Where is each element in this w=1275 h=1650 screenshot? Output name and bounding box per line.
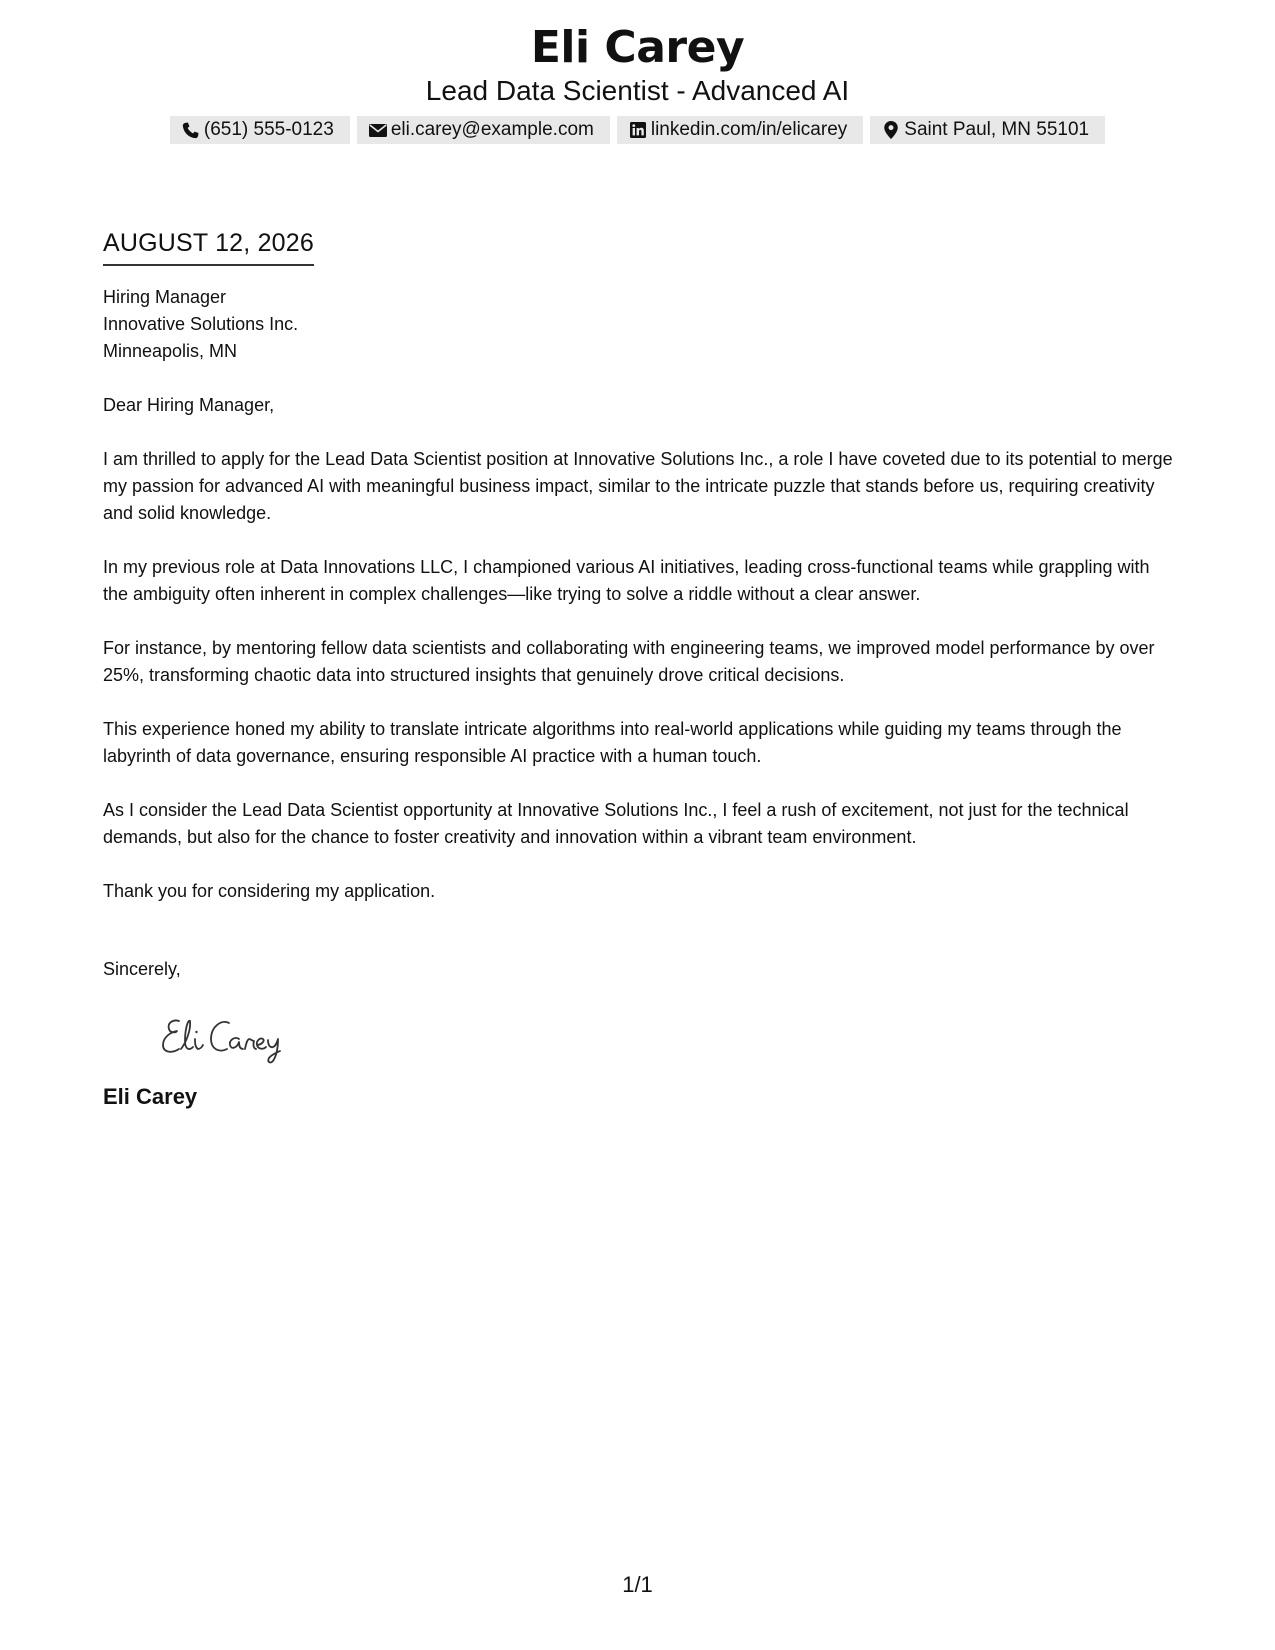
signer-name: Eli Carey — [103, 1084, 198, 1109]
contact-phone-text: (651) 555-0123 — [203, 119, 334, 140]
contact-phone — [170, 116, 350, 144]
applicant-name: Eli Carey — [530, 22, 745, 73]
recipient-company: Innovative Solutions Inc. — [103, 314, 299, 334]
phone-icon — [182, 121, 200, 139]
salutation: Dear Hiring Manager, — [103, 395, 275, 415]
closing: Sincerely, — [103, 959, 181, 979]
contact-linkedin-text: linkedin.com/in/elicarey — [650, 119, 848, 140]
contact-location-text: Saint Paul, MN 55101 — [904, 119, 1090, 140]
linkedin-icon — [629, 121, 647, 139]
envelope-icon — [369, 121, 387, 139]
recipient-title: Hiring Manager — [103, 287, 227, 307]
contact-linkedin — [617, 116, 863, 144]
page-number: 1/1 — [622, 1572, 653, 1597]
body-paragraph: I am thrilled to apply for the Lead Data Scientist position at Innovative Solutions Inc., a role I have coveted due to its potential to merge my passion for advanced AI with meaningful business impact, similar to the intricate puzzle that stands before us, requiring creativity and solid knowledge. — [103, 449, 1173, 523]
letter-date: AUGUST 12, 2026 — [103, 226, 314, 266]
recipient-block — [103, 284, 1175, 365]
body-paragraph: In my previous role at Data Innovations LLC, I championed various AI initiatives, leading cross-functional teams while grappling with the ambiguity often inherent in complex challenges—like trying to solve a riddle without a clear answer. — [103, 557, 1150, 604]
contact-email-text: eli.carey@example.com — [390, 119, 594, 140]
contact-location — [870, 116, 1105, 144]
contact-email — [357, 116, 610, 144]
applicant-job-title: Lead Data Scientist - Advanced AI — [425, 75, 850, 106]
body-paragraph: For instance, by mentoring fellow data scientists and collaborating with engineering teams, we improved model performance by over 25%, transforming chaotic data into structured insights that genuinely drove critical decisions. — [103, 638, 1155, 685]
contact-info-row — [0, 116, 1275, 144]
recipient-location: Minneapolis, MN — [103, 341, 238, 361]
map-pin-icon — [882, 121, 900, 139]
handwritten-signature — [157, 1009, 1175, 1069]
body-paragraph: Thank you for considering my application. — [103, 881, 436, 901]
body-paragraph: This experience honed my ability to translate intricate algorithms into real-world applications while guiding my teams through the labyrinth of data governance, ensuring responsible AI practice with a human touch. — [103, 719, 1122, 766]
letter-body — [103, 226, 1175, 1111]
letter-header — [0, 22, 1275, 144]
body-paragraph: As I consider the Lead Data Scientist opportunity at Innovative Solutions Inc., I feel a rush of excitement, not just for the technical demands, but also for the chance to foster creativity and innovation within a vibrant team environment. — [103, 800, 1129, 847]
